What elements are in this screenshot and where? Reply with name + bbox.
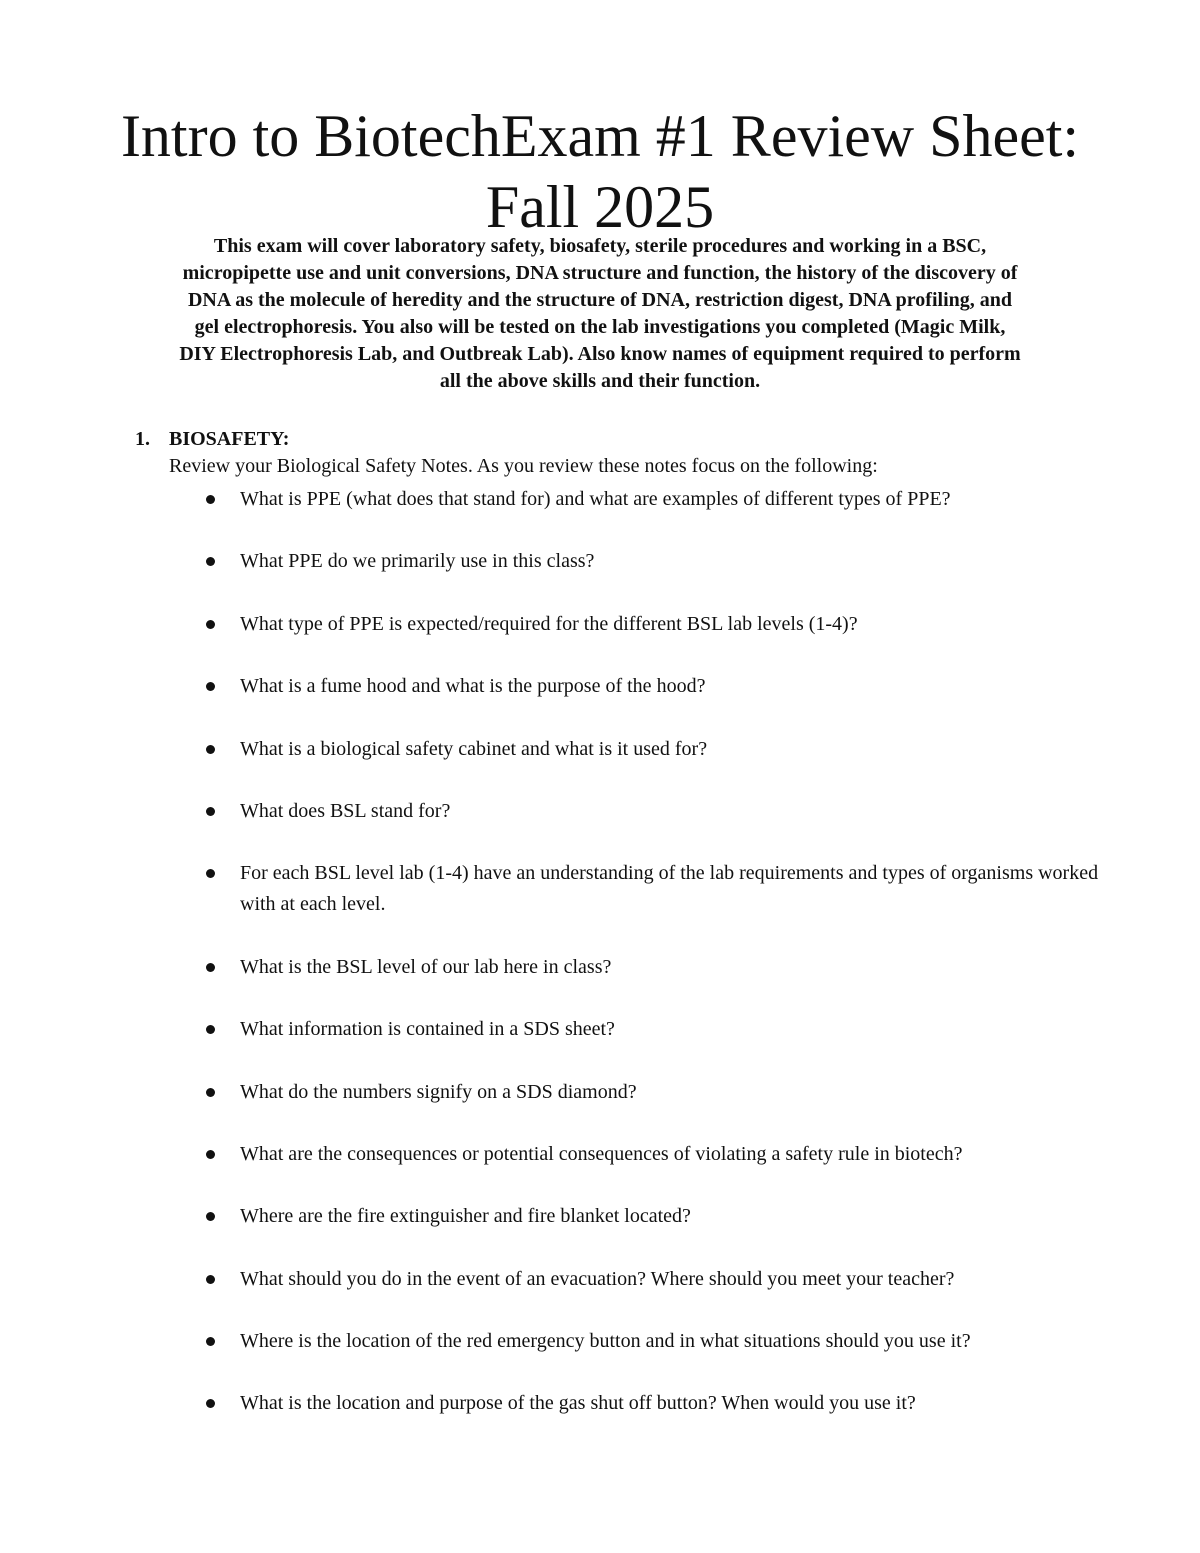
section-heading — [135, 426, 289, 452]
bullet-icon — [206, 557, 215, 566]
exam-overview — [70, 233, 1130, 395]
question-text: What type of PPE is expected/required for the different BSL lab levels (1-4)? — [240, 612, 858, 635]
list-item — [200, 609, 1120, 640]
question-text: What do the numbers signify on a SDS diamond? — [240, 1080, 637, 1103]
bullet-icon — [206, 1150, 215, 1159]
question-text: What are the consequences or potential consequences of violating a safety rule in biotech? — [240, 1142, 963, 1165]
question-text: What is a biological safety cabinet and what is it used for? — [240, 737, 708, 760]
bullet-icon — [206, 620, 215, 629]
bullet-icon — [206, 1275, 215, 1284]
exam-overview-line: DNA as the molecule of heredity and the structure of DNA, restriction digest, DNA profiling, and — [187, 289, 1013, 311]
list-item — [200, 1077, 1120, 1108]
bullet-icon — [206, 869, 215, 878]
list-item — [200, 671, 1120, 702]
question-text: For each BSL level lab (1-4) have an understanding of the lab requirements and types of organisms worked with at each level. — [240, 862, 1099, 916]
question-text: What information is contained in a SDS sheet? — [240, 1018, 615, 1041]
question-text: What is the BSL level of our lab here in class? — [240, 955, 612, 978]
exam-overview-line: DIY Electrophoresis Lab, and Outbreak Lab). Also know names of equipment required to perform — [179, 343, 1021, 365]
exam-overview-line: all the above skills and their function. — [439, 370, 761, 392]
question-text: Where is the location of the red emergency button and in what situations should you use it? — [240, 1330, 971, 1353]
bullet-icon — [206, 745, 215, 754]
section-description: Review your Biological Safety Notes. As you review these notes focus on the following: — [169, 455, 878, 477]
exam-overview-line: micropipette use and unit conversions, DNA structure and function, the history of the discovery of — [182, 262, 1018, 284]
question-text: What PPE do we primarily use in this class? — [240, 550, 595, 573]
page-title-line-2: Fall 2025 — [485, 174, 715, 240]
section-number: 1. — [135, 428, 150, 450]
page-title-line-1: Intro to BiotechExam #1 Review Sheet: — [120, 103, 1080, 169]
list-item — [200, 1326, 1120, 1357]
bullet-icon — [206, 807, 215, 816]
list-item — [200, 796, 1120, 827]
bullet-icon — [206, 1025, 215, 1034]
list-item — [200, 1388, 1120, 1419]
list-item — [200, 546, 1120, 577]
bullet-icon — [206, 1337, 215, 1346]
list-item — [200, 484, 1120, 515]
question-text: What does BSL stand for? — [240, 799, 451, 822]
question-text: Where are the fire extinguisher and fire blanket located? — [240, 1205, 691, 1228]
question-text: What is a fume hood and what is the purpose of the hood? — [240, 675, 706, 698]
list-item — [200, 734, 1120, 765]
exam-overview-line: This exam will cover laboratory safety, biosafety, sterile procedures and working in a BSC, — [213, 235, 987, 257]
list-item — [200, 1139, 1120, 1170]
list-item — [200, 1264, 1120, 1295]
list-item — [200, 1014, 1120, 1045]
list-item — [200, 952, 1120, 983]
bullet-icon — [206, 1088, 215, 1097]
bullet-icon — [206, 1399, 215, 1408]
list-item — [200, 1201, 1120, 1232]
bullet-icon — [206, 495, 215, 504]
section-title: BIOSAFETY: — [169, 428, 290, 450]
bullet-icon — [206, 682, 215, 691]
list-item — [200, 858, 1120, 920]
question-list — [200, 484, 1120, 1451]
exam-overview-line: gel electrophoresis. You also will be tested on the lab investigations you completed (Magic Milk, — [194, 316, 1006, 338]
question-text: What is the location and purpose of the gas shut off button? When would you use it? — [240, 1392, 916, 1415]
bullet-icon — [206, 1212, 215, 1221]
question-text: What is PPE (what does that stand for) and what are examples of different types of PPE? — [240, 488, 951, 510]
bullet-icon — [206, 963, 215, 972]
question-text: What should you do in the event of an evacuation? Where should you meet your teacher? — [240, 1267, 955, 1290]
